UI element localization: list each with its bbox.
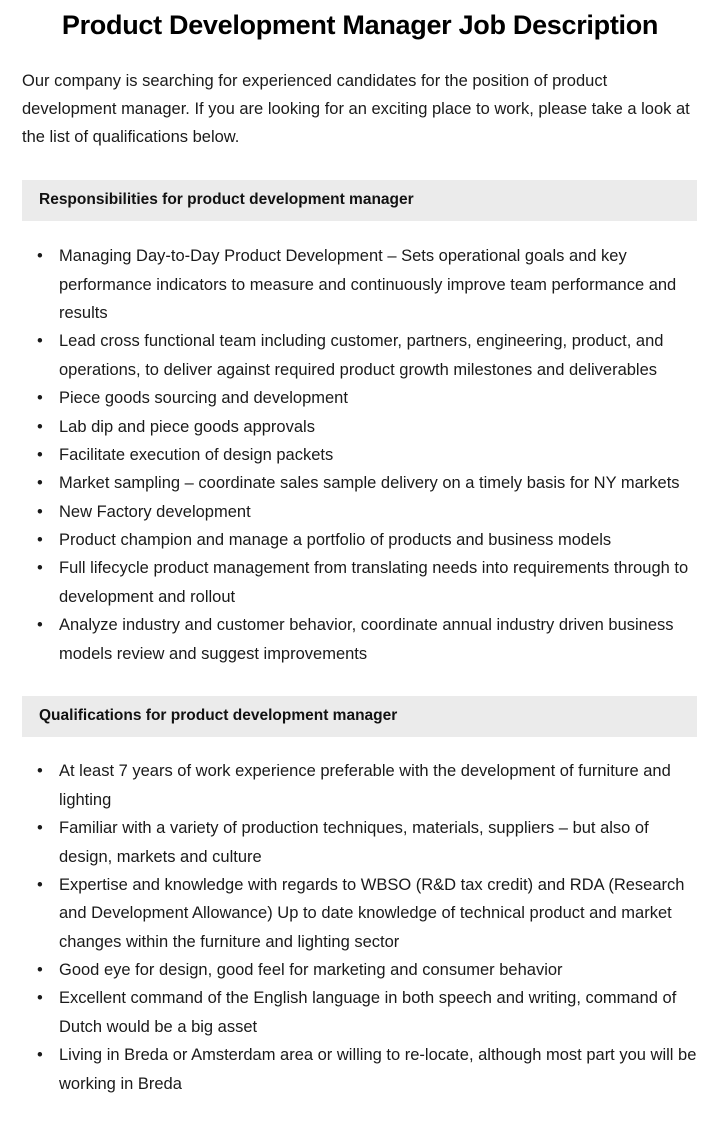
list-item: • Living in Breda or Amsterdam area or willing to re-locate, although most part you will be working in Breda: [46, 1041, 698, 1098]
section-heading-qualifications: Qualifications for product development manager: [22, 696, 697, 738]
list-item: • At least 7 years of work experience preferable with the development of furniture and lighting: [46, 757, 698, 814]
page-title: Product Development Manager Job Description: [61, 10, 659, 40]
list-item: • Product champion and manage a portfolio of products and business models: [46, 526, 698, 554]
list-item: • Expertise and knowledge with regards to WBSO (R&D tax credit) and RDA (Research and Development Allowance) Up to date knowledge of technical product and market changes within the furniture and lighting sector: [46, 871, 698, 956]
list-item: • New Factory development: [46, 498, 698, 526]
section-qualifications: [0, 696, 720, 1120]
list-item: • Lead cross functional team including customer, partners, engineering, product, and operations, to deliver against required product growth milestones and deliverables: [46, 327, 698, 384]
list-item: • Familiar with a variety of production techniques, materials, suppliers – but also of design, markets and culture: [46, 814, 698, 871]
section-responsibilities: [0, 180, 720, 668]
list-item: • Excellent command of the English language in both speech and writing, command of Dutch would be a big asset: [46, 984, 698, 1041]
list-item: • Facilitate execution of design packets: [46, 441, 698, 469]
section-heading-responsibilities: Responsibilities for product development manager: [22, 180, 697, 222]
list-item: • Managing Day-to-Day Product Development – Sets operational goals and key performance indicators to measure and continuously improve team performance and results: [46, 242, 698, 327]
responsibilities-list: [0, 221, 720, 668]
list-item: • Market sampling – coordinate sales sample delivery on a timely basis for NY markets: [46, 469, 698, 497]
list-item: • Analyze industry and customer behavior, coordinate annual industry driven business models review and suggest improvements: [46, 611, 698, 668]
list-item: • Full lifecycle product management from translating needs into requirements through to development and rollout: [46, 554, 698, 611]
intro-paragraph: Our company is searching for experienced candidates for the position of product development manager. If you are looking for an exciting place to work, please take a look at the list of qualifications below.: [22, 71, 690, 147]
list-item: • Good eye for design, good feel for marketing and consumer behavior: [46, 956, 698, 984]
list-item: • Piece goods sourcing and development: [46, 384, 698, 412]
qualifications-list: [0, 737, 720, 1120]
list-item: • Lab dip and piece goods approvals: [46, 413, 698, 441]
